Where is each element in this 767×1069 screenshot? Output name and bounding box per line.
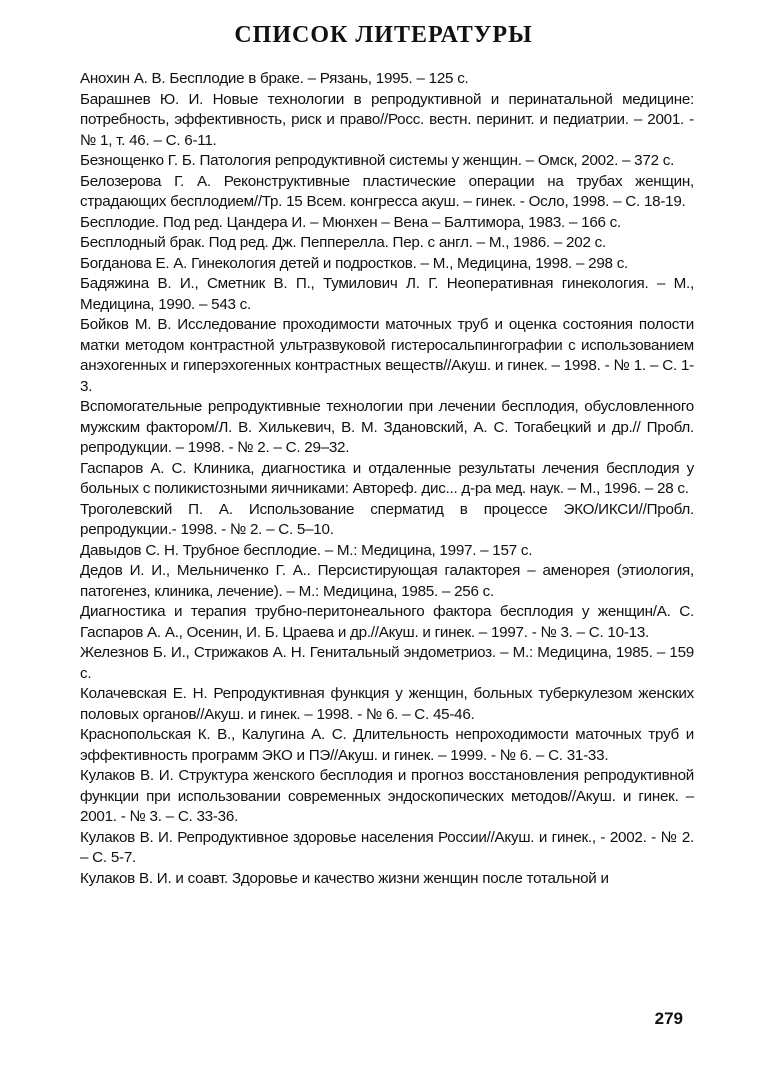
reference-item: Дедов И. И., Мельниченко Г. А.. Персистирующая галакторея – аменорея (этиология, патогенез, клиника, лечение). – М.: Медицина, 1985. – 256 с. xyxy=(80,562,694,600)
reference-item: Вспомогательные репродуктивные технологии при лечении бесплодия, обусловленного мужским фактором/Л. В. Хилькевич, В. М. Здановский, А. С. Тогабецкий и др.// Пробл. репродукции. – 1998. - № 2. – С. 29–32. xyxy=(80,398,694,456)
reference-item: Краснопольская К. В., Калугина А. С. Длительность непроходимости маточных труб и эффективность программ ЭКО и ПЭ//Акуш. и гинек. – 1999. - № 6. – С. 31-33. xyxy=(80,726,694,764)
reference-item: Железнов Б. И., Стрижаков А. Н. Генитальный эндометриоз. – М.: Медицина, 1985. – 159 с. xyxy=(80,644,694,682)
reference-item: Безнощенко Г. Б. Патология репродуктивной системы у женщин. – Омск, 2002. – 372 с. xyxy=(80,152,675,169)
reference-item: Барашнев Ю. И. Новые технологии в репродуктивной и перинатальной медицине: потребность, эффективность, риск и право//Росс. вестн. перинит. и педиатрии. – 2001. - № 1, т. 46. – С. 6-11. xyxy=(80,90,694,149)
reference-item: Гаспаров А. С. Клиника, диагностика и отдаленные результаты лечения бесплодия у больных с поликистозными яичниками: Автореф. дис... д-ра мед. наук. – М., 1996. – 28 с. xyxy=(80,459,694,497)
reference-item: Кулаков В. И. Структура женского бесплодия и прогноз восстановления репродуктивной функции при использовании современных эндоскопических методов//Акуш. и гинек. – 2001. - № 3. – С. 33-36. xyxy=(80,767,694,825)
reference-item: Бадяжина В. И., Сметник В. П., Тумилович Л. Г. Неоперативная гинекология. – М., Медицина, 1990. – 543 с. xyxy=(80,275,694,313)
reference-item: Диагностика и терапия трубно-перитонеального фактора бесплодия у женщин/А. С. Гаспаров А. А., Осенин, И. Б. Цраева и др.//Акуш. и гинек. – 1997. - № 3. – С. 10-13. xyxy=(80,603,694,641)
page-number: 279 xyxy=(654,1009,683,1028)
reference-list xyxy=(80,69,694,889)
reference-item: Колачевская Е. Н. Репродуктивная функция у женщин, больных туберкулезом женских половых органов//Акуш. и гинек. – 1998. - № 6. – С. 45-46. xyxy=(80,685,694,723)
reference-item: Бойков М. В. Исследование проходимости маточных труб и оценка состояния полости матки методом контрастной ультразвуковой гистеросальпингографии с использованием анэхогенных и гиперэхогенных контрастных веществ//Акуш. и гинек. – 1998. - № 1. – С. 1-3. xyxy=(80,316,694,395)
reference-item: Давыдов С. Н. Трубное бесплодие. – М.: Медицина, 1997. – 157 с. xyxy=(80,541,533,559)
reference-item: Кулаков В. И. Репродуктивное здоровье населения России//Акуш. и гинек., - 2002. - № 2. – С. 5-7. xyxy=(80,828,694,866)
reference-item: Богданова Е. А. Гинекология детей и подростков. – М., Медицина, 1998. – 298 с. xyxy=(80,254,629,272)
reference-item: Кулаков В. И. и соавт. Здоровье и качество жизни женщин после тотальной и xyxy=(80,869,609,887)
reference-item: Бесплодие. Под ред. Цандера И. – Мюнхен – Вена – Балтимора, 1983. – 166 с. xyxy=(80,213,621,231)
page-title: СПИСОК ЛИТЕРАТУРЫ xyxy=(234,22,533,48)
reference-item: Троголевский П. А. Использование сперматид в процессе ЭКО/ИКСИ//Пробл. репродукции.- 1998. - № 2. – С. 5–10. xyxy=(80,500,694,538)
reference-item: Бесплодный брак. Под ред. Дж. Пепперелла. Пер. с англ. – М., 1986. – 202 с. xyxy=(80,234,606,251)
reference-item: Белозерова Г. А. Реконструктивные пластические операции на трубах женщин, страдающих бесплодием//Тр. 15 Всем. конгресса акуш. – гинек. - Осло, 1998. – С. 18-19. xyxy=(80,172,694,210)
reference-item: Анохин А. В. Бесплодие в браке. – Рязань, 1995. – 125 с. xyxy=(80,70,469,87)
